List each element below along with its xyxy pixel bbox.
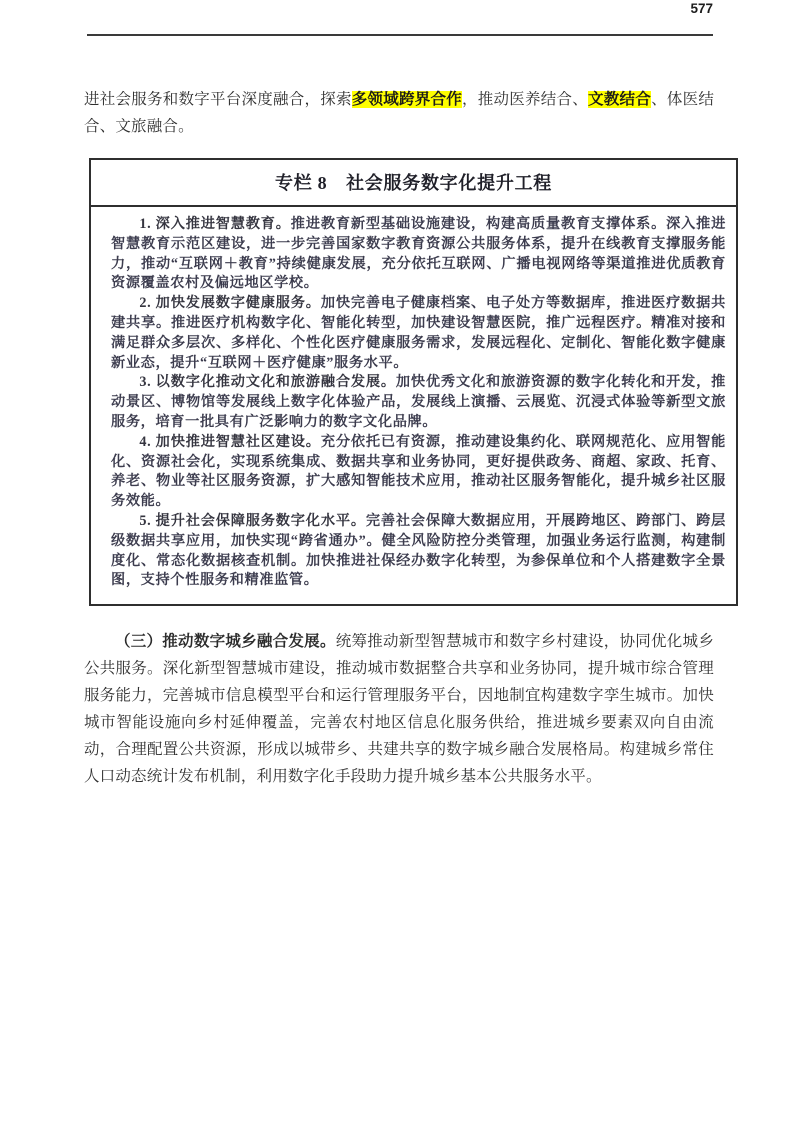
box-item (111, 512, 726, 591)
section-paragraph (84, 628, 714, 790)
box-item-body: 充分依托已有资源，推动建设集约化、联网规范化、应用智能化、资源社会化，实现系统集成、数据共享和业务协同，更好提供政务、商超、家政、托育、养老、物业等社区服务资源，扩大感知智能技术应用，推动社区服务智能化，提升城乡社区服务效能。 (111, 433, 726, 510)
box-item (111, 433, 726, 512)
header-rule (87, 34, 713, 36)
box-item-lead: 5. 提升社会保障服务数字化水平。 (139, 512, 366, 529)
intro-text-segment: ，推动医养结合、 (462, 91, 589, 108)
box-item-lead: 4. 加快推进智慧社区建设。 (139, 433, 321, 450)
box-item-body: 完善社会保障大数据应用，开展跨地区、跨部门、跨层级数据共享应用，加快实现“跨省通办”。健全风险防控分类管理，加强业务运行监测，构建制度化、常态化数据核查机制。加快推进社保经办数字化转型，为参保单位和个人搭建数字全景图，支持个性服务和精准监管。 (111, 512, 726, 589)
box-item-body: 加快优秀文化和旅游资源的数字化转化和开发，推动景区、博物馆等发展线上数字化体验产品，发展线上演播、云展览、沉浸式体验等新型文旅服务，培育一批具有广泛影响力的数字文化品牌。 (111, 374, 726, 430)
page-content (84, 86, 726, 790)
intro-text-segment: 、体医结合、文旅融合。 (84, 91, 715, 135)
box-item-body: 加快完善电子健康档案、电子处方等数据库，推进医疗数据共建共享。推进医疗机构数字化、智能化转型，加快建设智慧医院，推广远程医疗。精准对接和满足群众多层次、多样化、个性化医疗健康服务需求，发展远程化、定制化、智能化数字健康新业态，提升“互联网＋医疗健康”服务水平。 (111, 295, 726, 371)
intro-text-segment: 进社会服务和数字平台深度融合，探索 (84, 91, 352, 108)
callout-box-title: 专栏 8 社会服务数字化提升工程 (274, 173, 553, 193)
box-item-lead: 1. 深入推进智慧教育。 (139, 216, 291, 232)
highlighted-phrase: 文教结合 (588, 91, 652, 108)
box-item (111, 373, 726, 432)
box-item-body: 推进教育新型基础设施建设，构建高质量教育支撑体系。深入推进智慧教育示范区建设，进一步完善国家数字教育资源公共服务体系，提升在线教育支撑服务能力，推动“互联网＋教育”持续健康发展，充分依托互联网、广播电视网络等渠道推进优质教育资源覆盖农村及偏远地区学校。 (111, 216, 726, 292)
box-item (111, 215, 726, 294)
callout-box (89, 158, 738, 606)
intro-paragraph (84, 86, 714, 140)
highlighted-phrase: 多领域跨界合作 (351, 91, 463, 108)
box-item-lead: 2. 加快发展数字健康服务。 (139, 295, 321, 312)
box-item (111, 294, 726, 373)
page-number: 577 (690, 1, 713, 16)
section-paragraph-body: 统筹推动新型智慧城市和数字乡村建设，协同优化城乡公共服务。深化新型智慧城市建设，推动城市数据整合共享和业务协同，提升城市综合管理服务能力，完善城市信息模型平台和运行管理服务平台，因地制宜构建数字孪生城市。加快城市智能设施向乡村延伸覆盖，完善农村地区信息化服务供给，推进城乡要素双向自由流动，合理配置公共资源，形成以城带乡、共建共享的数字城乡融合发展格局。构建城乡常住人口动态统计发布机制，利用数字化手段助力提升城乡基本公共服务水平。 (84, 633, 715, 786)
section-paragraph-lead: （三）推动数字城乡融合发展。 (115, 633, 336, 651)
box-item-lead: 3. 以数字化推动文化和旅游融合发展。 (139, 374, 396, 391)
callout-box-body (91, 207, 736, 604)
callout-box-header (91, 160, 736, 207)
